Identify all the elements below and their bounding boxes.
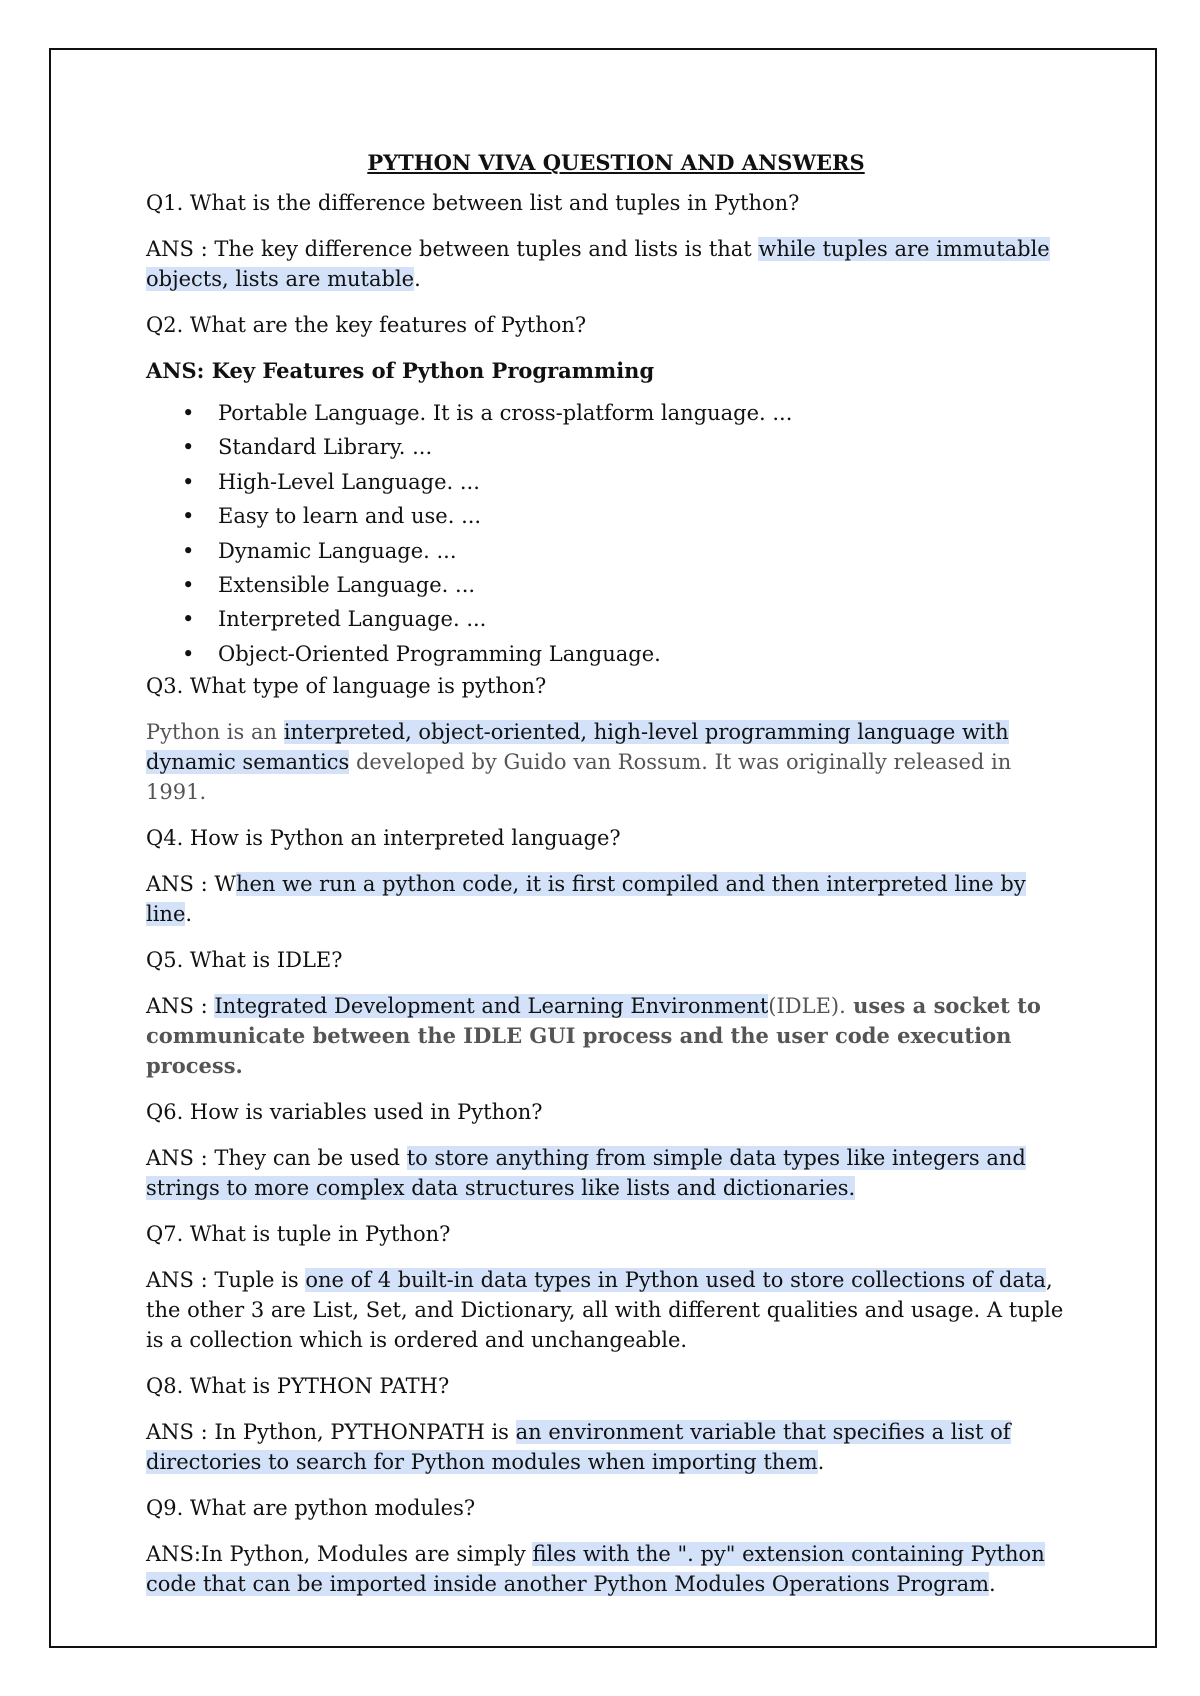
answer-9 [146, 1539, 1076, 1599]
list-item: • Interpreted Language. ... [218, 602, 1076, 636]
question-2: Q2. What are the key features of Python? [146, 313, 587, 337]
answer-6-highlight: to store anything from simple data types like integers and strings to more complex data structures like lists and dictionaries. [146, 1146, 1026, 1201]
answer-9-suffix: . [989, 1572, 996, 1597]
answer-7-suffix: , the other 3 are List, Set, and Dictionary, all with different qualities and usage. A tuple is a collection which is ordered and unchangeable. [146, 1268, 1064, 1353]
answer-6 [146, 1143, 1076, 1203]
list-item: • Dynamic Language. ... [218, 534, 1076, 568]
answer-1 [146, 234, 1076, 294]
answer-8-prefix: ANS : In Python, PYTHONPATH is [146, 1420, 516, 1445]
answer-3-prefix: Python is an [146, 720, 284, 745]
question-5: Q5. What is IDLE? [146, 948, 343, 973]
question-4: Q4. How is Python an interpreted language? [146, 826, 621, 851]
question-1: Q1. What is the difference between list and tuples in Python? [146, 191, 800, 215]
answer-2-heading: ANS: Key Features of Python Programming [146, 358, 655, 383]
answer-9-prefix: ANS:In Python, Modules are simply [146, 1542, 533, 1567]
answer-4-highlight: hen we run a python code, it is first compiled and then interpreted line by line [146, 872, 1026, 927]
answer-5 [146, 991, 1076, 1081]
list-item: • High-Level Language. ... [218, 465, 1076, 499]
answer-8 [146, 1417, 1076, 1477]
document-body [146, 148, 1076, 1615]
answer-6-prefix: ANS : They can be used [146, 1146, 407, 1171]
question-3: Q3. What type of language is python? [146, 674, 547, 699]
answer-3-highlight: interpreted, object-oriented, high-level programming language with dynamic semantics [146, 720, 1009, 775]
list-item: • Easy to learn and use. ... [218, 499, 1076, 533]
list-item: • Standard Library. ... [218, 430, 1076, 464]
answer-5-suffix: uses a socket to communicate between the IDLE GUI process and the user code execution process. [146, 993, 1041, 1079]
answer-8-highlight: an environment variable that specifies a list of directories to search for Python modules when importing them [146, 1420, 1011, 1475]
answer-3 [146, 717, 1076, 807]
question-8: Q8. What is PYTHON PATH? [146, 1374, 450, 1399]
answer-9-highlight: files with the ". py" extension containing Python code that can be imported inside another Python Modules Operations Program [146, 1542, 1045, 1597]
answer-4-suffix: . [185, 902, 193, 927]
answer-1-prefix: ANS : The key difference between tuples and lists is that [146, 237, 759, 261]
list-item: • Extensible Language. ... [218, 568, 1076, 602]
answer-5-prefix: ANS : [146, 994, 215, 1019]
question-7: Q7. What is tuple in Python? [146, 1222, 451, 1247]
document-title: PYTHON VIVA QUESTION AND ANSWERS [367, 150, 865, 175]
answer-4-prefix: ANS : W [146, 872, 236, 897]
features-list [146, 396, 1076, 671]
answer-7-prefix: ANS : Tuple is [146, 1268, 306, 1293]
question-9: Q9. What are python modules? [146, 1496, 476, 1521]
answer-3-suffix: developed by Guido van Rossum. It was originally released in 1991. [146, 750, 1012, 805]
answer-1-suffix: . [414, 267, 421, 291]
answer-1-highlight: while tuples are immutable objects, lists are mutable [146, 237, 1050, 291]
list-item: • Portable Language. It is a cross-platform language. ... [218, 396, 1076, 430]
list-item: • Object-Oriented Programming Language. [218, 637, 1076, 671]
answer-5-mid: (IDLE). [768, 994, 846, 1019]
question-6: Q6. How is variables used in Python? [146, 1100, 543, 1125]
answer-7-highlight: one of 4 built-in data types in Python used to store collections of data [305, 1268, 1046, 1293]
answer-7 [146, 1265, 1076, 1355]
answer-4 [146, 869, 1076, 929]
answer-8-suffix: . [817, 1450, 825, 1475]
answer-5-highlight: Integrated Development and Learning Environment [214, 994, 769, 1019]
